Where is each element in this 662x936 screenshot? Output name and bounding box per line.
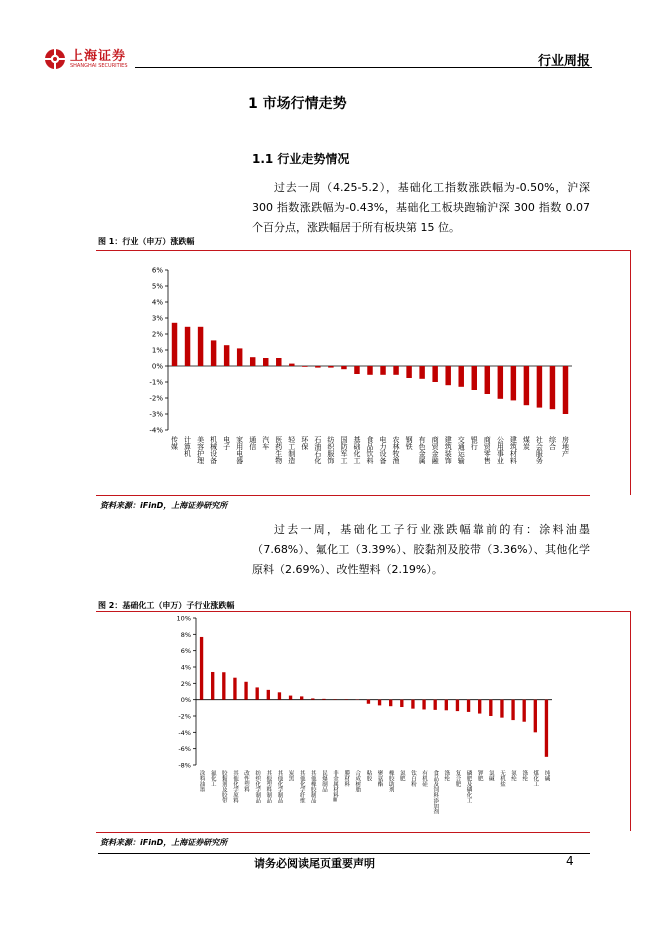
chart1-bar: [276, 358, 281, 366]
chart1-y-tick-label: 0%: [151, 362, 163, 371]
chart2-category-label: 其他塑料制品: [265, 770, 272, 803]
chart1-category-label: 煤炭: [522, 436, 531, 450]
chart2-category-label: 涤纶: [443, 770, 450, 781]
figure-1-top-rule: [96, 250, 590, 251]
chart1-bar: [550, 366, 555, 409]
chart2-bar: [456, 700, 459, 711]
chart1-bar: [198, 327, 203, 366]
page-number: 4: [566, 854, 574, 868]
chart2-bar: [467, 700, 470, 712]
figure-1-side-vertical: [630, 250, 631, 495]
chart1-bar: [472, 366, 477, 390]
chart2-category-label: 粘胶: [365, 770, 372, 781]
chart2-category-label: 胶黏剂及胶带: [220, 770, 227, 803]
chart1-category-label: 商贸金融: [431, 436, 440, 464]
chart2-y-tick-label: 6%: [180, 647, 191, 656]
chart1-bar: [445, 366, 450, 385]
figure-1-side-rule: [590, 250, 630, 251]
header-divider: [135, 67, 592, 68]
chart2-bar: [211, 672, 214, 700]
chart2-y-tick-label: 4%: [180, 663, 191, 672]
paragraph-market-summary: 过去一周（4.25-5.2），基础化工指数涨跌幅为-0.50%，沪深300 指数涨跌幅为-0.43%，基础化工板块跑输沪深 300 指数 0.07个百分点，涨跌幅居于所有板块第 15 位。: [252, 181, 590, 234]
chart2-category-label: 氯碱: [487, 770, 494, 781]
chart1-category-label: 基础化工: [352, 436, 361, 464]
chart1-bar: [185, 327, 190, 366]
chart1-category-label: 汽车: [261, 436, 270, 450]
chart1-bar: [563, 366, 568, 414]
chart1-bar: [406, 366, 411, 378]
chart2-y-tick-label: -6%: [178, 745, 191, 754]
chart2-bar: [311, 698, 314, 699]
logo-subtitle: SHANGHAI SECURITIES: [70, 62, 128, 69]
chart1-category-label: 建筑材料: [509, 436, 518, 464]
chart1-category-label: 家用电器: [235, 436, 244, 464]
chart2-category-label: 复合肥: [454, 770, 461, 787]
chart1-y-tick-label: -1%: [149, 378, 163, 387]
chart1-bar: [250, 357, 255, 366]
chart1-bar: [354, 366, 359, 374]
chart2-category-label: 煤化工: [532, 770, 539, 787]
chart2-bar: [389, 700, 392, 707]
chart1-category-label: 医药生物: [274, 436, 283, 464]
logo: [44, 48, 128, 70]
chart2-category-label: 氮肥: [398, 770, 405, 781]
chart2-bar: [233, 678, 236, 700]
chart1-bar: [315, 366, 320, 368]
chart2-category-label: 无机盐: [498, 770, 505, 787]
chart1-y-tick-label: -4%: [149, 426, 163, 435]
chart2-category-label: 膜材料: [343, 770, 350, 787]
chart1-bar: [237, 348, 242, 366]
chart1-bar: [224, 345, 229, 366]
chart1-bar: [524, 366, 529, 405]
chart1-category-label: 房地产: [561, 436, 570, 457]
chart1-y-tick-label: -3%: [149, 410, 163, 419]
chart2-category-label: 氟化工: [209, 770, 216, 787]
chart2-bar: [445, 700, 448, 711]
chart1-bar: [367, 366, 372, 375]
chart1-category-label: 银行: [470, 436, 479, 450]
chart2-category-label: 其他橡胶制品: [309, 770, 316, 803]
chart2-bar: [322, 699, 325, 700]
chart1-category-label: 商贸零售: [483, 436, 492, 464]
chart2-bar: [244, 682, 247, 700]
figure-2-title: 图 2：基础化工（申万）子行业涨跌幅: [98, 601, 235, 610]
chart2-bar: [478, 700, 481, 714]
chart1-bar: [498, 366, 503, 399]
chart2-category-label: 橡胶助剂: [387, 770, 394, 792]
chart2-category-label: 合成树脂: [354, 770, 361, 792]
chart1-category-label: 通信: [248, 436, 257, 450]
chart2-category-label: 钛白粉: [409, 770, 416, 787]
chart2-category-label: 其他化学原料: [231, 770, 238, 803]
chart2-bar: [256, 687, 259, 699]
chart2-y-tick-label: -4%: [178, 728, 191, 737]
chart2-category-label: 涤纶: [521, 770, 528, 781]
chart1-category-label: 机械设备: [209, 436, 218, 464]
chart1-category-label: 钢铁: [405, 436, 414, 450]
chart2-category-label: 其他化学纤维: [298, 770, 305, 803]
chart2-bar: [267, 690, 270, 700]
footer-disclaimer: 请务必阅读尾页重要声明: [254, 857, 375, 870]
chart1-category-label: 石油石化: [313, 436, 322, 464]
chart1-bar: [211, 340, 216, 366]
chart2-bar: [278, 692, 281, 699]
chart1-bar: [341, 366, 346, 369]
chart2-category-label: 食品及饲料添加剂: [432, 770, 439, 814]
chart2-category-label: 纺织化学制品: [254, 770, 261, 803]
chart2-category-label: 钾肥: [476, 770, 483, 781]
chart1-category-label: 建筑装饰: [444, 436, 453, 464]
chart2-bar: [489, 700, 492, 716]
figure-1-chart: [96, 252, 590, 496]
chart1-y-tick-label: 2%: [151, 330, 163, 339]
chart1-bar: [380, 366, 385, 375]
chart1-y-tick-label: 1%: [151, 346, 163, 355]
logo-name: 上海证券: [70, 48, 127, 64]
chart1-category-label: 纺织服饰: [326, 436, 335, 464]
chart2-bar: [367, 700, 370, 704]
chart1-bar: [419, 366, 424, 379]
chart1-category-label: 交通运输: [457, 436, 466, 464]
chart2-bar: [200, 637, 203, 700]
chart2-category-label: 其他化学制品: [276, 770, 283, 803]
figure-2-source: 资料来源：iFinD，上海证券研究所: [100, 838, 228, 847]
chart2-category-label: 磷肥及磷化工: [465, 770, 472, 803]
chart2-y-tick-label: -8%: [178, 761, 191, 770]
chart1-category-label: 国防军工: [339, 436, 348, 464]
chart1-category-label: 轻工制造: [287, 436, 296, 464]
chart1-category-label: 有色金属: [418, 436, 427, 464]
subsection-title: 1.1 行业走势情况: [252, 152, 350, 166]
chart1-y-tick-label: 3%: [151, 314, 163, 323]
chart2-category-label: 炭黑: [287, 770, 294, 781]
chart2-bar: [523, 700, 526, 722]
chart2-category-label: 聚氨酯: [376, 770, 383, 787]
chart2-bar: [545, 700, 548, 757]
paragraph-subsector-summary: 过去一周，基础化工子行业涨跌幅靠前的有：涂料油墨（7.68%）、氟化工（3.39%）、胶黏剂及胶带（3.36%）、其他化学原料（2.69%）、改性塑料（2.19%）。: [252, 523, 590, 576]
footer-divider: [98, 853, 590, 854]
chart2-category-label: 民爆制品: [320, 770, 327, 792]
chart1-category-label: 农林牧渔: [392, 436, 401, 464]
chart2-bar: [500, 700, 503, 718]
chart1-bar: [485, 366, 490, 394]
chart1-y-tick-label: -2%: [149, 394, 163, 403]
chart1-category-label: 环保: [300, 436, 309, 450]
chart2-y-tick-label: 8%: [180, 630, 191, 639]
figure-2-side-rule: [590, 611, 630, 612]
chart2-bar: [534, 700, 537, 733]
chart1-bar: [458, 366, 463, 387]
chart2-bar: [422, 700, 425, 710]
chart2-bar: [411, 700, 414, 709]
chart1-category-label: 综合: [548, 436, 557, 450]
figure-1-source: 资料来源：iFinD，上海证券研究所: [100, 501, 228, 510]
logo-emblem-icon: [44, 48, 66, 70]
chart2-bar: [300, 696, 303, 699]
chart1-category-label: 电力设备: [379, 436, 388, 464]
chart2-y-tick-label: 0%: [180, 696, 191, 705]
figure-1-bottom-rule: [96, 495, 590, 496]
chart2-category-label: 改性塑料: [243, 770, 250, 792]
chart1-bar: [263, 358, 268, 366]
chart1-y-tick-label: 5%: [151, 282, 163, 291]
chart2-y-tick-label: 2%: [180, 679, 191, 688]
chart1-bar: [393, 366, 398, 375]
chart2-bar: [511, 700, 514, 720]
chart2-y-tick-label: 10%: [176, 614, 191, 623]
chart1-bar: [511, 366, 516, 400]
chart1-bar: [537, 366, 542, 408]
chart2-category-label: 非金属材料Ⅲ: [332, 770, 339, 804]
chart2-bar: [289, 696, 292, 700]
figure-1-title: 图 1：行业（申万）涨跌幅: [98, 237, 195, 246]
section-title: 1 市场行情走势: [248, 96, 347, 112]
chart2-category-label: 纯碱: [543, 770, 550, 781]
chart1-bar: [302, 366, 307, 367]
chart2-category-label: 氨纶: [510, 770, 517, 781]
chart1-bar: [328, 366, 333, 368]
chart2-bar: [378, 700, 381, 706]
chart1-category-label: 计算机: [183, 436, 192, 457]
chart1-category-label: 社会服务: [535, 436, 544, 464]
chart2-bar: [400, 700, 403, 707]
chart1-bar: [172, 323, 177, 366]
chart1-y-tick-label: 4%: [151, 298, 163, 307]
chart1-bar: [432, 366, 437, 382]
chart2-category-label: 有机硅: [421, 770, 428, 787]
figure-2-chart: [96, 612, 590, 832]
chart1-category-label: 电子: [222, 436, 231, 450]
figure-2-side-vertical: [630, 611, 631, 831]
report-type: 行业周报: [537, 54, 590, 69]
chart1-y-tick-label: 6%: [151, 266, 163, 275]
chart1-category-label: 传媒: [170, 436, 179, 450]
chart2-category-label: 涂料油墨: [198, 770, 205, 792]
chart1-category-label: 美容护理: [196, 436, 205, 464]
chart1-category-label: 公用事业: [496, 436, 505, 464]
chart1-bar: [289, 364, 294, 366]
chart2-bar: [434, 700, 437, 710]
chart2-y-tick-label: -2%: [178, 712, 191, 721]
figure-2-bottom-rule: [96, 832, 590, 833]
chart2-bar: [222, 672, 225, 699]
chart1-category-label: 食品饮料: [366, 436, 374, 464]
